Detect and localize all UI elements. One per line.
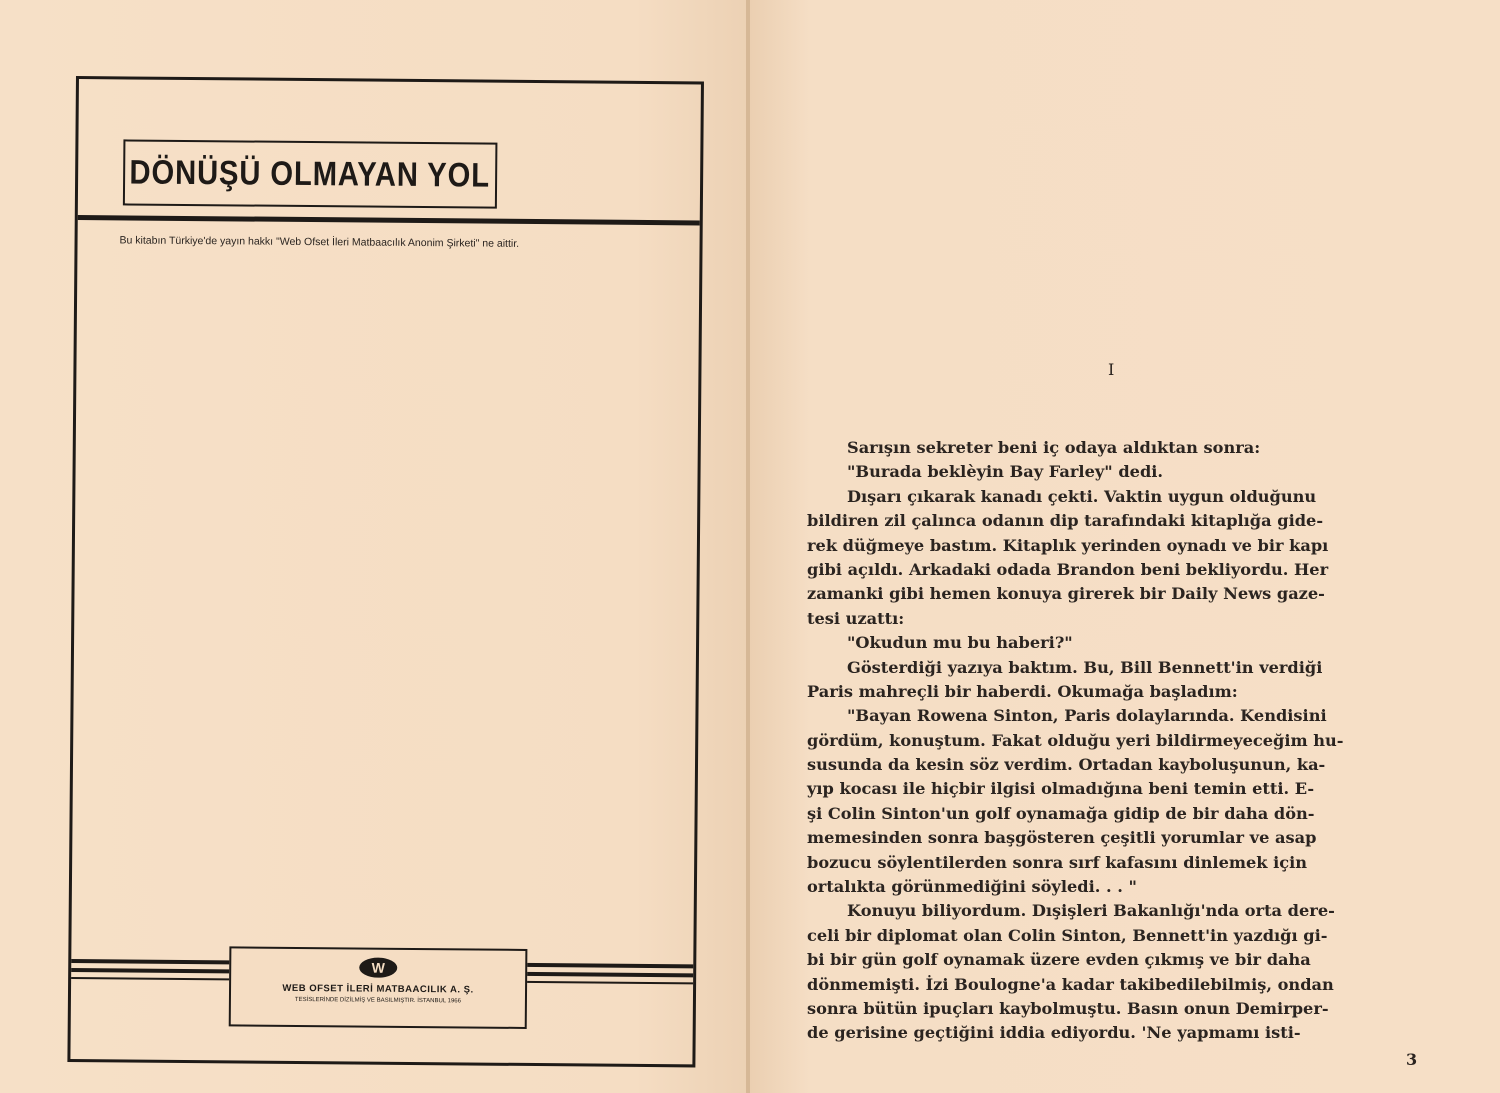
text-line: tesi uzattı:	[807, 608, 905, 628]
copyright-frame	[67, 76, 704, 1067]
text-line: şi Colin Sinton'un golf oynamağa gidip de bir daha dön-	[807, 803, 1315, 823]
text-line: Sarışın sekreter beni iç odaya aldıktan sonra:	[847, 438, 1261, 457]
left-page	[0, 0, 748, 1093]
text-line: Konuyu biliyordum. Dışişleri Bakanlığı'nda orta dere-	[847, 901, 1335, 921]
text-line: ortalıkta görünmediğini söyledi. . . "	[807, 877, 1137, 897]
text-line: celi bir diplomat olan Colin Sinton, Bennett'in yazdığı gi-	[807, 925, 1328, 945]
text-line: "Bayan Rowena Sinton, Paris dolaylarında. Kendisini	[847, 706, 1327, 726]
text-line: zamanki gibi hemen konuya girerek bir Daily News gaze-	[807, 584, 1325, 604]
title-box	[123, 139, 498, 208]
publisher-logo-icon: W	[359, 958, 397, 978]
publisher-imprint	[229, 946, 528, 1029]
body-text	[807, 436, 1427, 1046]
text-line: Dışarı çıkarak kanadı çekti. Vaktin uygun olduğunu	[847, 486, 1317, 506]
copyright-notice: Bu kitabın Türkiye'de yayın hakkı "Web Ofset İleri Matbaacılık Anonim Şirketi" ne aittir.	[119, 234, 520, 250]
text-line: yıp kocası ile hiçbir ilgisi olmadığına beni temin etti. E-	[807, 779, 1315, 799]
chapter-number: I	[1108, 360, 1115, 379]
text-line: bildiren zil çalınca odanın dip tarafındaki kitaplığa gide-	[807, 511, 1324, 531]
book-title: DÖNÜŞÜ OLMAYAN YOL	[129, 152, 491, 195]
divider-rule	[78, 215, 700, 225]
text-line: memesinden sonra başgösteren çeşitli yorumlar ve asap	[807, 828, 1317, 848]
text-line: "Okudun mu bu haberi?"	[847, 633, 1073, 653]
text-line: sonra bütün ipuçları kaybolmuştu. Basın onun Demirper-	[807, 998, 1329, 1018]
page-number: 3	[1406, 1050, 1418, 1069]
text-line: Paris mahreçli bir haberdi. Okumağa başladım:	[807, 681, 1238, 701]
text-line: dönmemişti. İzi Boulogne'a kadar takibedilebilmiş, ondan	[807, 974, 1334, 994]
text-line: "Burada beklèyin Bay Farley" dedi.	[847, 462, 1164, 482]
text-line: de gerisine geçtiğini iddia ediyordu. 'Ne yapmamı isti-	[807, 1023, 1301, 1043]
publisher-name: WEB OFSET İLERİ MATBAACILIK A. Ş.	[282, 982, 474, 996]
text-line: susunda da kesin söz verdim. Ortadan kayboluşunun, ka-	[807, 755, 1326, 775]
text-line: gördüm, konuştum. Fakat olduğu yeri bildirmeyeceğim hu-	[807, 730, 1344, 750]
right-page	[750, 0, 1500, 1093]
text-line: bozucu söylentilerden sonra sırf kafasını dinlemek için	[807, 852, 1308, 872]
text-line: rek düğmeye bastım. Kitaplık yerinden oynadı ve bir kapı	[807, 535, 1329, 555]
text-line: gibi açıldı. Arkadaki odada Brandon beni bekliyordu. Her	[807, 559, 1329, 579]
text-line: Gösterdiği yazıya baktım. Bu, Bill Bennett'in verdiği	[847, 657, 1323, 677]
text-line: bi bir gün golf oynamak üzere evden çıkmış ve bir daha	[807, 950, 1311, 970]
printing-note: TESİSLERİNDE DİZİLMİŞ VE BASILMIŞTIR. İSTANBUL 1966	[294, 996, 461, 1005]
